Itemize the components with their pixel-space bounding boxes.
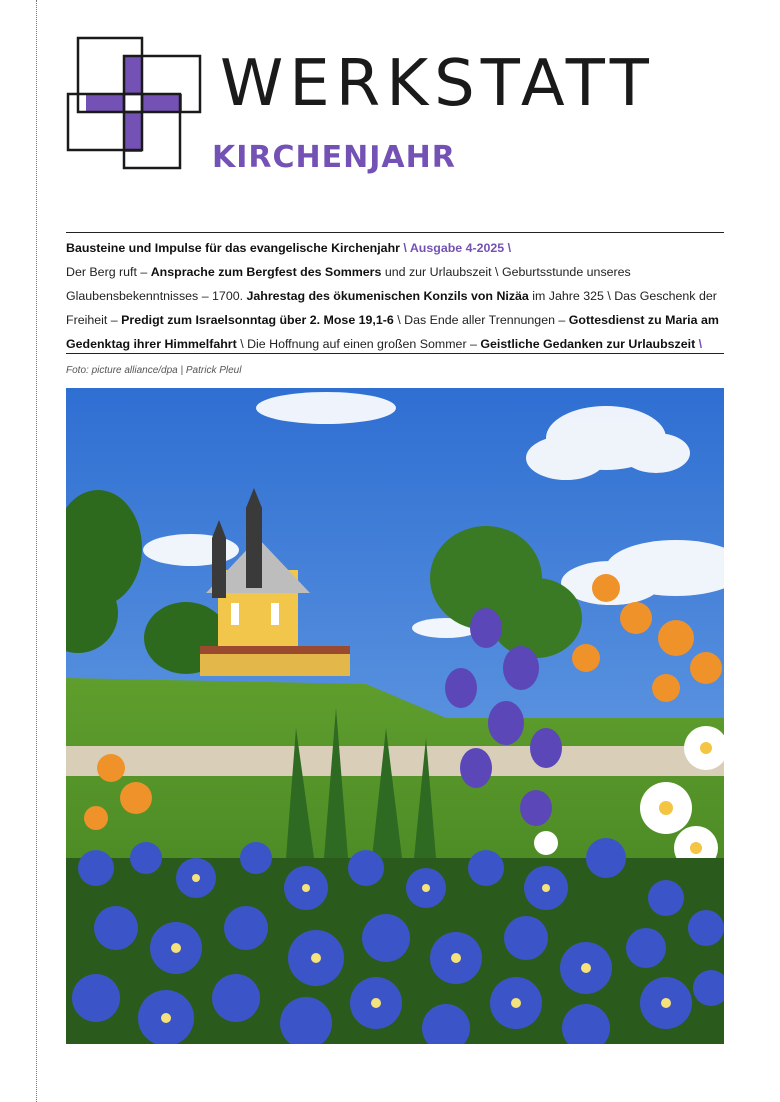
item-title: Das Geschenk der Freiheit: [66, 289, 717, 327]
item-separator: \: [393, 313, 405, 327]
masthead-title: WERKSTATT: [220, 47, 655, 121]
bottom-divider: [66, 353, 724, 354]
item-desc: Geistliche Gedanken zur Urlaubszeit: [480, 337, 696, 351]
binding-margin-line: [36, 0, 37, 1102]
end-separator: \: [695, 337, 703, 351]
item-sep: –: [466, 337, 481, 351]
item-title: Der Berg ruft: [66, 265, 137, 279]
masthead-subtitle: KIRCHENJAHR: [212, 140, 456, 175]
item-desc: Jahrestag des ökumenischen Konzils von Nizäa: [246, 289, 529, 303]
item-desc: Predigt zum Israelsonntag über 2. Mose 19,1-6: [121, 313, 394, 327]
cover-photo: [66, 388, 724, 1044]
cross-logo-icon: [66, 36, 206, 177]
top-divider: [66, 232, 724, 233]
photo-credit: Foto: picture alliance/dpa | Patrick Pleul: [66, 365, 242, 376]
intro-lead: Bausteine und Impulse für das evangelische Kirchenjahr: [66, 241, 400, 255]
issue-summary: [66, 236, 724, 356]
item-separator: \: [603, 289, 615, 303]
item-tail: im Jahre 325: [528, 289, 604, 303]
item-sep: –: [107, 313, 122, 327]
item-title: Das Ende aller Trennungen: [404, 313, 555, 327]
issue-number: \ Ausgabe 4-2025 \: [403, 241, 512, 255]
item-tail: und zur Urlaubszeit: [381, 265, 492, 279]
item-title: Die Hoffnung auf einen großen Sommer: [247, 337, 467, 351]
item-desc: Ansprache zum Bergfest des Sommers: [150, 265, 382, 279]
item-title: Geburtsstunde unseres Glaubensbekenntnisses – 1700.: [66, 265, 631, 303]
item-sep: –: [136, 265, 151, 279]
item-sep: –: [554, 313, 569, 327]
item-desc: Gottesdienst zu Maria am Gedenktag ihrer Himmelfahrt: [66, 313, 719, 351]
item-separator: \: [491, 265, 502, 279]
item-separator: \: [236, 337, 248, 351]
